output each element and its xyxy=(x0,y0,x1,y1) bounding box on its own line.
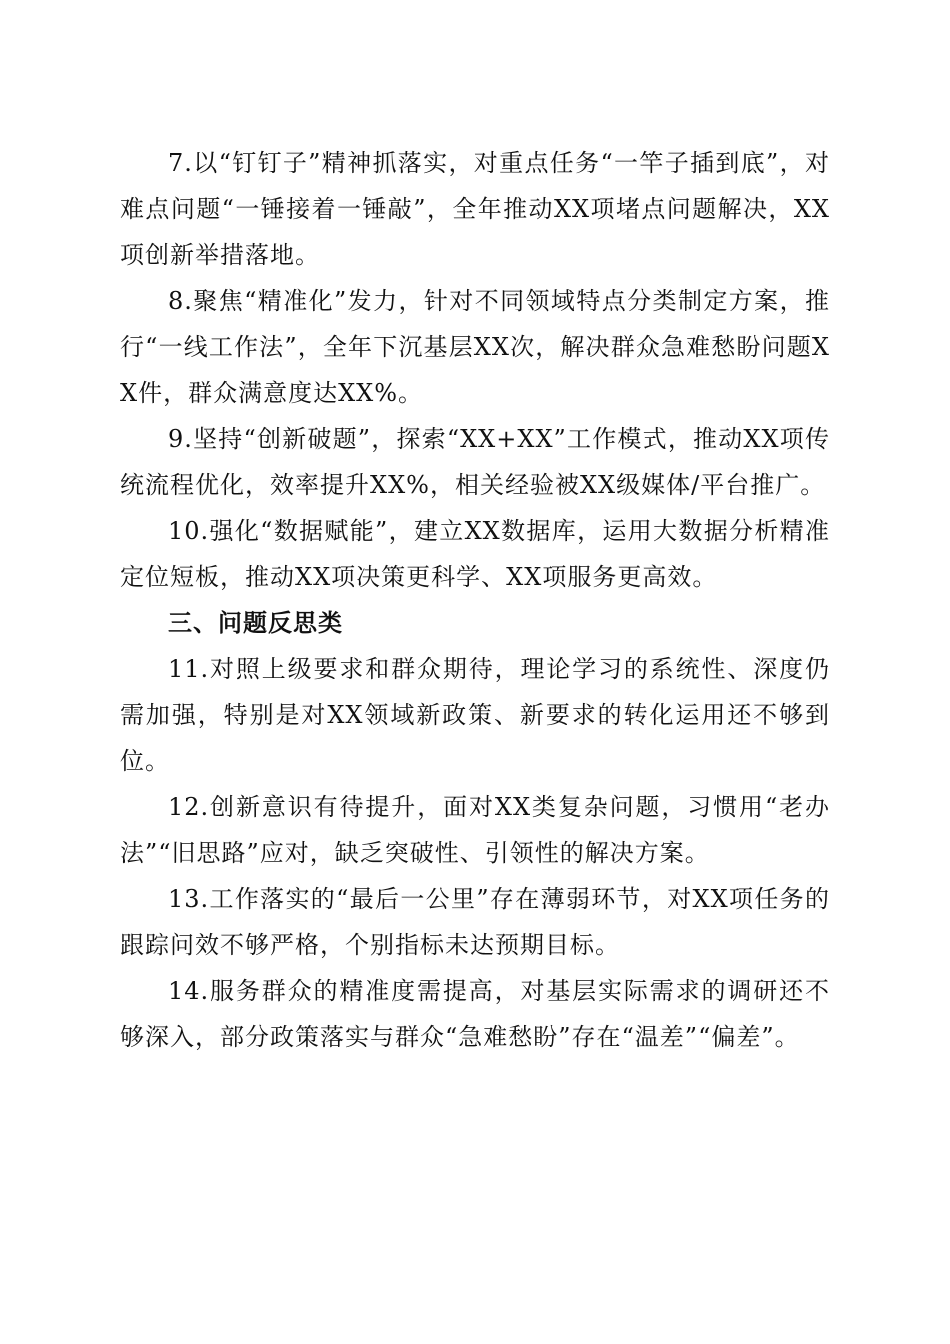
paragraph-7: 7.以“钉钉子”精神抓落实，对重点任务“一竿子插到底”，对难点问题“一锤接着一锤敲”，全年推动XX项堵点问题解决，XX项创新举措落地。 xyxy=(120,149,830,269)
paragraph-10: 10.强化“数据赋能”，建立XX数据库，运用大数据分析精准定位短板，推动XX项决策更科学、XX项服务更高效。 xyxy=(120,517,830,591)
paragraph-12: 12.创新意识有待提升，面对XX类复杂问题，习惯用“老办法”“旧思路”应对，缺乏突破性、引领性的解决方案。 xyxy=(120,793,830,867)
document-body xyxy=(120,140,830,1060)
paragraph-14: 14.服务群众的精准度需提高，对基层实际需求的调研还不够深入，部分政策落实与群众“急难愁盼”存在“温差”“偏差”。 xyxy=(120,977,830,1051)
section-heading: 三、问题反思类 xyxy=(168,609,343,637)
paragraph-11: 11.对照上级要求和群众期待，理论学习的系统性、深度仍需加强，特别是对XX领域新政策、新要求的转化运用还不够到位。 xyxy=(120,655,830,775)
paragraph-9: 9.坚持“创新破题”，探索“XX+XX”工作模式，推动XX项传统流程优化，效率提升XX%，相关经验被XX级媒体/平台推广。 xyxy=(120,425,830,499)
paragraph-13: 13.工作落实的“最后一公里”存在薄弱环节，对XX项任务的跟踪问效不够严格，个别指标未达预期目标。 xyxy=(120,885,830,959)
paragraph-8: 8.聚焦“精准化”发力，针对不同领域特点分类制定方案，推行“一线工作法”，全年下沉基层XX次，解决群众急难愁盼问题XX件，群众满意度达XX%。 xyxy=(120,287,830,407)
